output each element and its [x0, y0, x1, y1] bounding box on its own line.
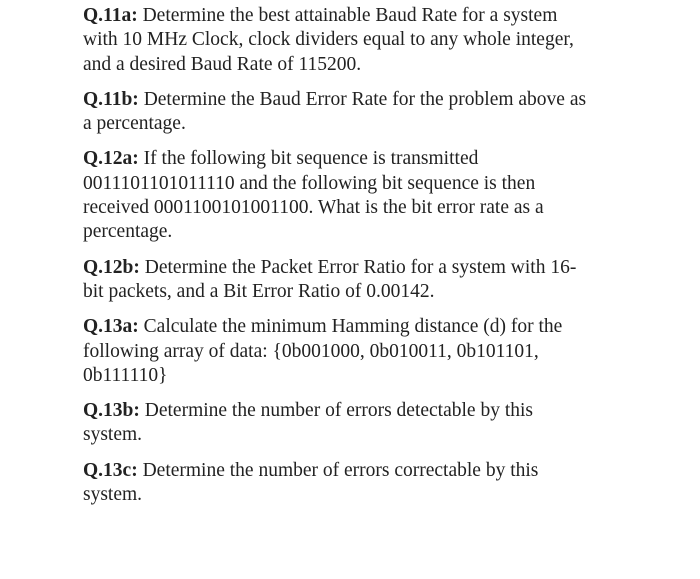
question-id: Q.11b: [83, 88, 139, 110]
question-sheet [83, 4, 643, 518]
question-id: Q.13a: [83, 316, 139, 338]
question-text: Determine the number of errors detectable by this system. [83, 400, 533, 446]
question-id: Q.12b: [83, 256, 140, 278]
question-13c [83, 459, 643, 508]
question-text: If the following bit sequence is transmitted 0011101101011110 and the following bit sequence is then received 0001100101001100. What is the bit error rate as a percentage. [83, 148, 544, 243]
question-id: Q.13c: [83, 459, 138, 481]
question-12a [83, 147, 643, 244]
question-12b [83, 256, 643, 305]
question-11b [83, 88, 643, 137]
question-11a [83, 4, 643, 77]
question-13a [83, 315, 643, 388]
question-id: Q.13b: [83, 400, 140, 422]
question-text: Determine the Packet Error Ratio for a system with 16- bit packets, and a Bit Error Ratio of 0.00142. [83, 256, 577, 302]
question-text: Determine the Baud Error Rate for the problem above as a percentage. [83, 88, 587, 135]
question-text: Determine the best attainable Baud Rate for a system with 10 MHz Clock, clock dividers equal to any whole integer, and a desired Baud Rate of 115200. [83, 5, 574, 75]
question-id: Q.11a: [83, 5, 138, 26]
question-13b [83, 399, 643, 448]
question-text: Determine the number of errors correctable by this system. [83, 459, 539, 506]
question-text: Calculate the minimum Hamming distance (d) for the following array of data: {0b001000, 0b010011, 0b101101, 0b111110} [83, 316, 563, 386]
question-id: Q.12a: [83, 148, 139, 170]
